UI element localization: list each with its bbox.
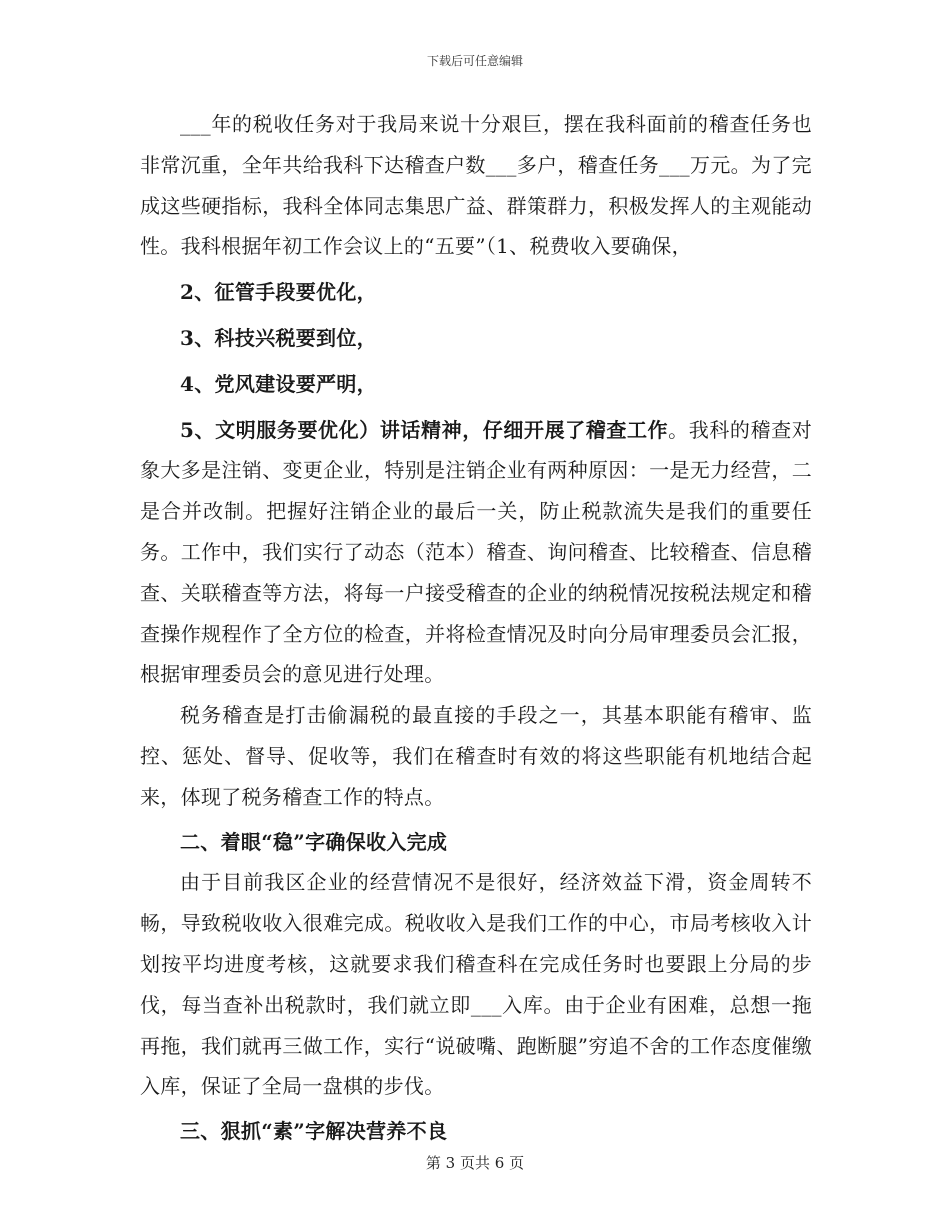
list-item-2: 2、征管手段要优化， xyxy=(180,280,377,305)
paragraph-revenue: 由于目前我区企业的经营情况不是很好，经济效益下滑，资金周转不畅，导致税收收入很难完成。税收收入是我们工作的中心，市局考核收入计划按平均进度考核，这就要求我们稽查科在完成任务时也要跟上分局的步伐，每当查补出税款时，我们就立即___入库。由于企业有困难，总想一拖再拖，我们就再三做工作，实行“说破嘴、跑断腿”穷追不舍的工作态度催缴入库，保证了全局一盘棋的步伐。 xyxy=(140,870,812,1099)
item-5-rest-text: 。我科的稽查对象大多是注销、变更企业，特别是注销企业有两种原因：一是无力经营，二是合并改制。把握好注销企业的最后一关，防止税款流失是我们的重要任务。工作中，我们实行了动态（范本）稽查、询问稽查、比较稽查、信息稽查、关联稽查等方法，将每一户接受稽查的企业的纳税情况按税法规定和稽查操作规程作了全方位的检查，并将检查情况及时向分局审理委员会汇报，根据审理委员会的意见进行处理。 xyxy=(140,417,812,687)
page-header: 下载后可任意编辑 xyxy=(426,54,523,68)
paragraph-intro: ___年的税收任务对于我局来说十分艰巨，摆在我科面前的稽查任务也非常沉重，全年共给我科下达稽查户数___多户，稽查任务___万元。为了完成这些硬指标，我科全体同志集思广益、群策群力，积极发挥人的主观能动性。我科根据年初工作会议上的“五要”（1、税费收入要确保， xyxy=(140,112,812,259)
section-heading-3: 三、狠抓“素”字解决营养不良 xyxy=(180,1119,448,1144)
document-body xyxy=(140,104,812,1152)
list-item-4: 4、党风建设要严明， xyxy=(180,371,377,396)
list-item-3: 3、科技兴税要到位， xyxy=(180,325,377,350)
section-heading-2: 二、着眼“稳”字确保收入完成 xyxy=(180,829,448,854)
page-footer: 第 3 页共 6 页 xyxy=(425,1154,525,1172)
paragraph-audit-function: 税务稽查是打击偷漏税的最直接的手段之一，其基本职能有稽审、监控、惩处、督导、促收等，我们在稽查时有效的将这些职能有机地结合起来，体现了税务稽查工作的特点。 xyxy=(140,703,812,809)
item-5-bold-text: 5、文明服务要优化）讲话精神，仔细开展了稽查工作 xyxy=(180,417,669,442)
paragraph-item-5 xyxy=(140,410,812,696)
